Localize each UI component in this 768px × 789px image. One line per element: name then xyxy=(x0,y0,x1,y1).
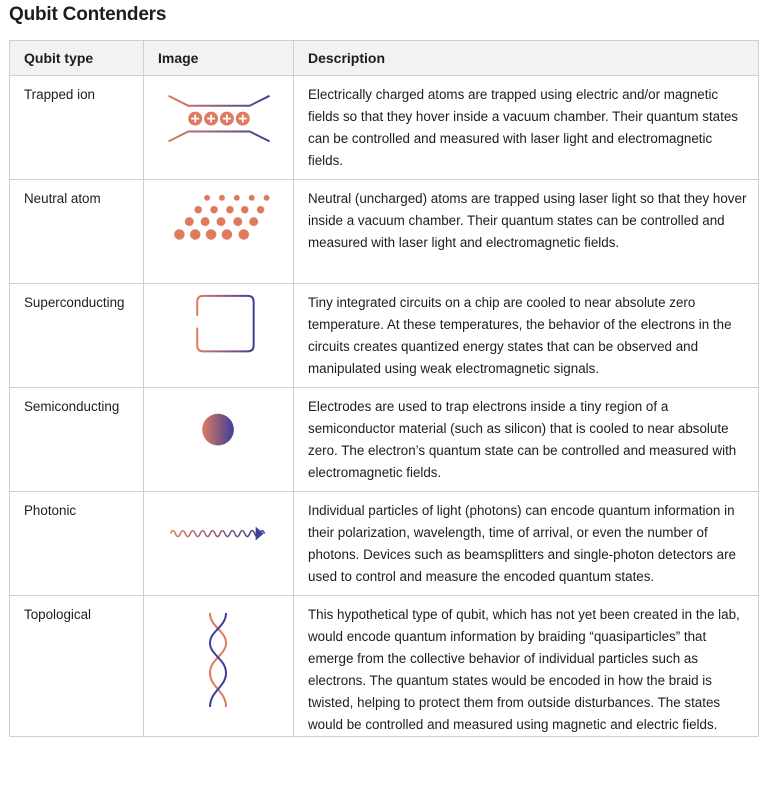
image-cell xyxy=(144,596,294,737)
image-cell xyxy=(144,388,294,492)
image-cell xyxy=(144,284,294,388)
image-cell xyxy=(144,76,294,180)
table-row xyxy=(10,596,759,737)
qubit-type-cell: Semiconducting xyxy=(10,388,144,492)
qubit-table xyxy=(9,40,759,737)
column-header-description: Description xyxy=(294,41,759,76)
table-row xyxy=(10,180,759,284)
semiconductor-dot-icon xyxy=(144,388,294,491)
qubit-type-cell: Superconducting xyxy=(10,284,144,388)
qubit-type-cell: Topological xyxy=(10,596,144,737)
description-cell: Tiny integrated circuits on a chip are cooled to near absolute zero temperature. At these temperatures, the behavior of the electrons in the circuits creates quantized energy states that can be observed and manipulated using weak electromagnetic signals. xyxy=(294,284,759,388)
photon-wave-icon xyxy=(144,492,294,595)
table-row xyxy=(10,76,759,180)
table-row xyxy=(10,284,759,388)
braid-icon xyxy=(144,596,294,736)
table-row xyxy=(10,492,759,596)
superconducting-circuit-icon xyxy=(144,284,294,387)
description-cell: This hypothetical type of qubit, which has not yet been created in the lab, would encode quantum information by braiding “quasiparticles” that emerge from the collective behavior of individual particles such as electrons. The quantum states would be encoded in how the braid is twisted, helping to protect them from outside disturbances. The states would be controlled and measured using magnetic and electric fields. xyxy=(294,596,759,737)
qubit-type-cell: Trapped ion xyxy=(10,76,144,180)
column-header-qubit-type: Qubit type xyxy=(10,41,144,76)
image-cell xyxy=(144,180,294,284)
description-cell: Electrically charged atoms are trapped using electric and/or magnetic fields so that they hover inside a vacuum chamber. Their quantum states can be controlled and measured with laser light and electromagnetic fields. xyxy=(294,76,759,180)
qubit-type-cell: Photonic xyxy=(10,492,144,596)
description-cell: Individual particles of light (photons) can encode quantum information in their polarization, wavelength, time of arrival, or even the number of photons. Devices such as beamsplitters and single-photon detectors are used to control and measure the encoded quantum states. xyxy=(294,492,759,596)
qubit-type-cell: Neutral atom xyxy=(10,180,144,284)
trapped-ion-icon xyxy=(144,76,294,179)
image-cell xyxy=(144,492,294,596)
table-header-row xyxy=(10,41,759,76)
column-header-image: Image xyxy=(144,41,294,76)
description-cell: Electrodes are used to trap electrons inside a tiny region of a semiconductor material (such as silicon) that is cooled to near absolute zero. The electron’s quantum state can be controlled and measured with electromagnetic fields. xyxy=(294,388,759,492)
description-cell: Neutral (uncharged) atoms are trapped using laser light so that they hover inside a vacuum chamber. Their quantum states can be controlled and measured with laser light and electromagnetic fields. xyxy=(294,180,759,284)
neutral-atom-icon xyxy=(144,180,294,283)
table-row xyxy=(10,388,759,492)
page-title: Qubit Contenders xyxy=(9,4,167,25)
